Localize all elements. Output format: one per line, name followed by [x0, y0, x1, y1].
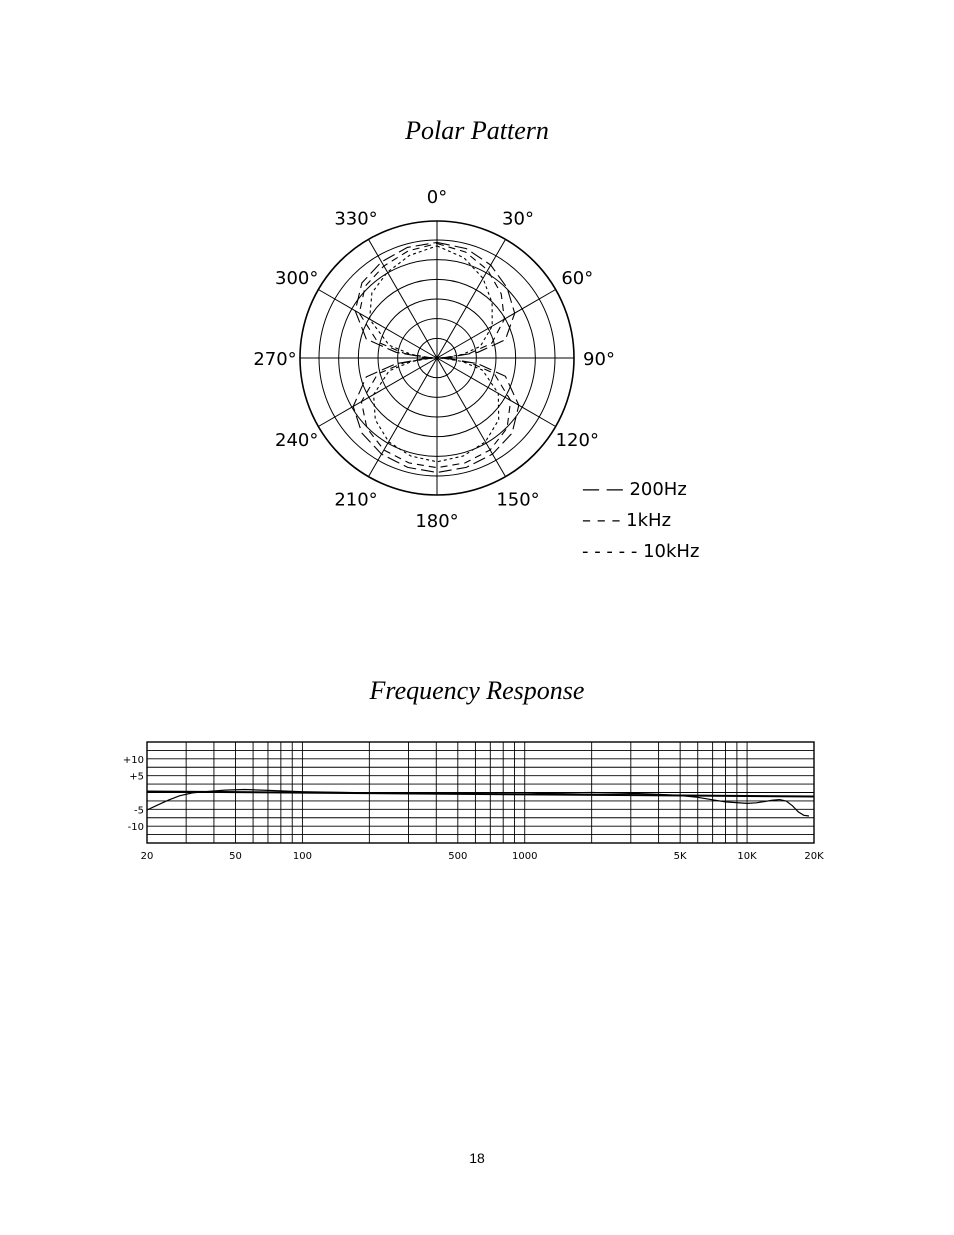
polar-angle-label: 330° [334, 208, 378, 230]
polar-angle-label: 150° [496, 489, 540, 511]
polar-angle-label: 30° [502, 208, 534, 230]
freq-x-tick-label: 20 [140, 851, 154, 862]
freq-response-curve [147, 790, 809, 817]
polar-legend-entry: – – – 1kHz [582, 510, 672, 531]
freq-y-tick-label: -5 [134, 805, 144, 817]
polar-legend-entry: - - - - - 10kHz [582, 541, 700, 562]
freq-x-tick-label: 100 [292, 851, 312, 862]
polar-angle-label: 90° [583, 349, 615, 370]
freq-y-tick-label: -10 [127, 822, 144, 834]
frequency-response-title: Frequency Response [369, 676, 585, 705]
polar-legend-entry: — — 200Hz [582, 479, 687, 500]
polar-angle-label: 210° [334, 489, 378, 511]
polar-pattern-title: Polar Pattern [405, 116, 549, 145]
polar-angle-label: 270° [253, 349, 297, 370]
polar-angle-label: 0° [426, 187, 448, 208]
polar-angle-label: 300° [275, 268, 319, 289]
freq-x-tick-label: 10K [737, 851, 757, 862]
polar-angle-label: 60° [561, 268, 594, 289]
page-number: 18 [469, 1150, 485, 1166]
freq-y-tick-label: +10 [122, 754, 144, 766]
polar-angle-label: 120° [555, 430, 599, 451]
freq-x-tick-label: 1000 [512, 851, 538, 862]
polar-angle-label: 240° [275, 430, 319, 451]
freq-x-tick-label: 20K [804, 851, 824, 862]
freq-x-tick-label: 50 [229, 851, 242, 862]
polar-angle-label: 180° [415, 511, 459, 532]
freq-x-tick-label: 500 [448, 851, 468, 862]
freq-x-tick-label: 5K [673, 851, 687, 862]
freq-y-tick-label: +5 [129, 771, 144, 783]
